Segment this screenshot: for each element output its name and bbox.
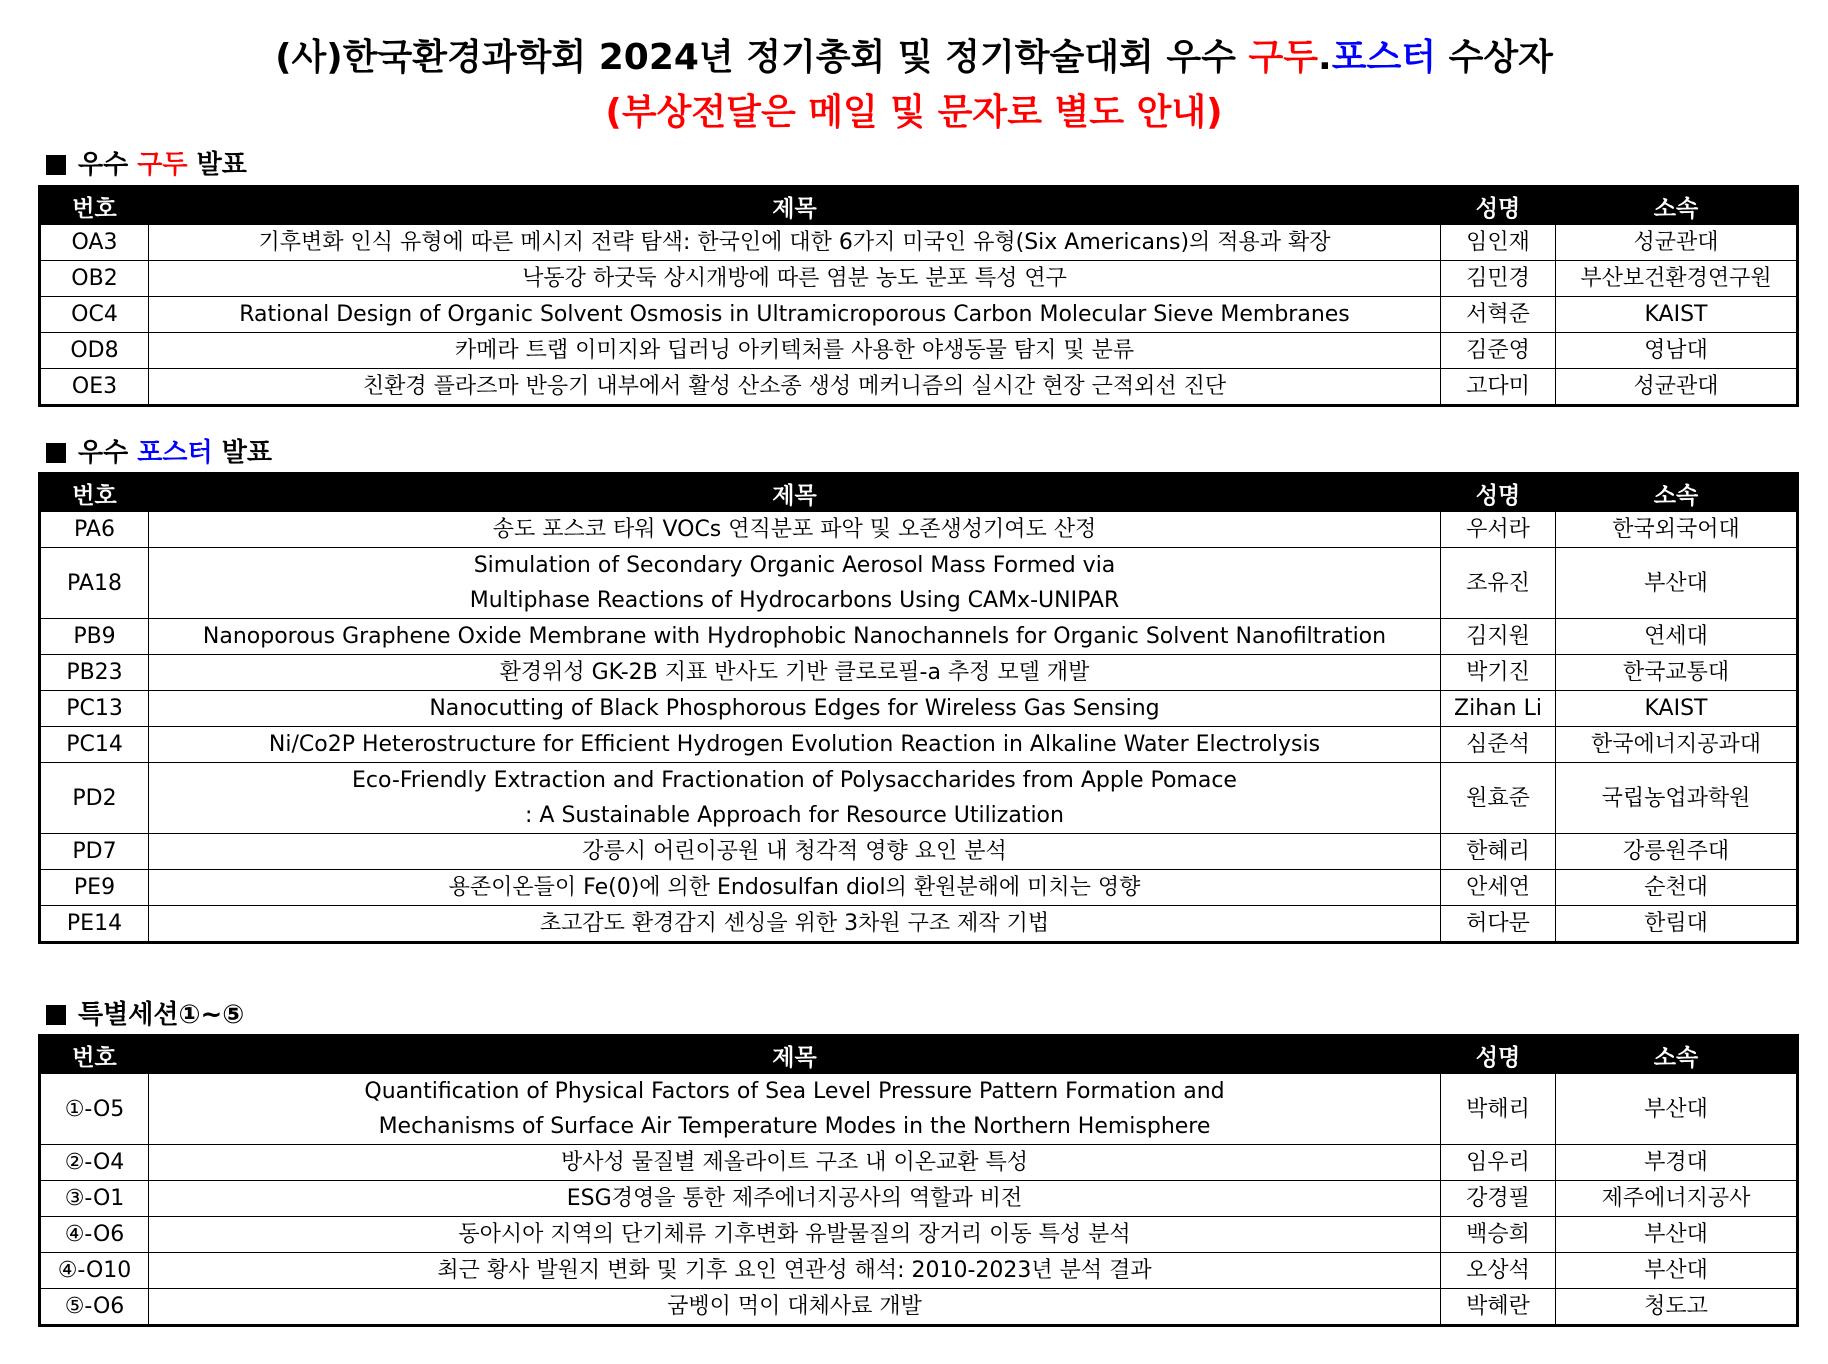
- cell-title: [149, 834, 1441, 870]
- cell-affiliation: 한국교통대: [1556, 655, 1798, 691]
- cell-number: PD2: [40, 763, 149, 834]
- cell-title: [149, 333, 1441, 369]
- table-header-row: [40, 474, 1798, 512]
- page-title-prefix: (사)한국환경과학회 2024년 정기총회 및 정기학술대회 우수: [275, 37, 1249, 78]
- cell-title-line: Simulation of Secondary Organic Aerosol Mass Formed via: [473, 553, 1116, 578]
- cell-number: OE3: [40, 369, 149, 406]
- cell-title-line: 초고감도 환경감지 센싱을 위한 3차원 구조 제작 기법: [539, 911, 1050, 936]
- table-row: [40, 333, 1798, 369]
- cell-title-line: Mechanisms of Surface Air Temperature Modes in the Northern Hemisphere: [378, 1114, 1211, 1139]
- cell-title: [149, 225, 1441, 261]
- cell-name: 안세연: [1441, 870, 1556, 906]
- cell-name: 원효준: [1441, 763, 1556, 834]
- square-bullet-icon: [46, 155, 66, 175]
- table-row: [40, 548, 1798, 619]
- header-name: 성명: [1441, 1036, 1556, 1074]
- header-title: 제목: [149, 1036, 1441, 1074]
- square-bullet-icon: [46, 1005, 66, 1025]
- oral-awards-table: [38, 185, 1799, 407]
- cell-number: PD7: [40, 834, 149, 870]
- header-title: 제목: [149, 187, 1441, 225]
- table-row: [40, 834, 1798, 870]
- cell-number: OC4: [40, 297, 149, 333]
- cell-title: [149, 1217, 1441, 1253]
- cell-title-line: 친환경 플라즈마 반응기 내부에서 활성 산소종 생성 메커니즘의 실시간 현장 근적외선 진단: [362, 374, 1227, 399]
- cell-name: 서혁준: [1441, 297, 1556, 333]
- cell-number: PB9: [40, 619, 149, 655]
- cell-title-line: Multiphase Reactions of Hydrocarbons Using CAMx-UNIPAR: [469, 588, 1120, 613]
- cell-affiliation: 부산대: [1556, 1253, 1798, 1289]
- cell-number: ①-O5: [40, 1074, 149, 1145]
- cell-title-line: 최근 황사 발원지 변화 및 기후 요인 연관성 해석: 2010-2023년 분석 결과: [437, 1258, 1152, 1283]
- page-title-suffix: 수상자: [1436, 37, 1553, 78]
- cell-title: [149, 369, 1441, 406]
- cell-number: OD8: [40, 333, 149, 369]
- header-title: 제목: [149, 474, 1441, 512]
- cell-title-line: 방사성 물질별 제올라이트 구조 내 이온교환 특성: [560, 1150, 1028, 1175]
- cell-name: 고다미: [1441, 369, 1556, 406]
- cell-title-line: Rational Design of Organic Solvent Osmosis in Ultramicroporous Carbon Molecular Sieve Membranes: [239, 302, 1350, 327]
- table-row: [40, 512, 1798, 548]
- cell-number: PB23: [40, 655, 149, 691]
- cell-number: ③-O1: [40, 1181, 149, 1217]
- cell-name: 한혜리: [1441, 834, 1556, 870]
- cell-number: PE9: [40, 870, 149, 906]
- page-title-dot: .: [1318, 37, 1332, 78]
- cell-affiliation: 부산대: [1556, 548, 1798, 619]
- square-bullet-icon: [46, 443, 66, 463]
- cell-affiliation: 한국에너지공과대: [1556, 727, 1798, 763]
- table-row: [40, 870, 1798, 906]
- page-title-poster: 포스터: [1331, 37, 1437, 78]
- section-heading-suffix: 발표: [212, 438, 272, 468]
- cell-title-line: : A Sustainable Approach for Resource Utilization: [525, 803, 1064, 828]
- cell-name: 허다문: [1441, 906, 1556, 943]
- cell-number: ⑤-O6: [40, 1289, 149, 1326]
- special-session-table: [38, 1034, 1799, 1327]
- section-heading-prefix: 우수: [78, 438, 138, 468]
- section-heading-prefix: 특별세션①~⑤: [78, 1000, 245, 1030]
- table-row: [40, 906, 1798, 943]
- cell-affiliation: 제주에너지공사: [1556, 1181, 1798, 1217]
- table-row: [40, 261, 1798, 297]
- header-number: 번호: [40, 474, 149, 512]
- cell-affiliation: 강릉원주대: [1556, 834, 1798, 870]
- cell-title-line: 강릉시 어린이공원 내 청각적 영향 요인 분석: [582, 839, 1007, 864]
- table-row: [40, 1074, 1798, 1145]
- header-affiliation: 소속: [1556, 187, 1798, 225]
- header-number: 번호: [40, 187, 149, 225]
- table-row: [40, 1289, 1798, 1326]
- cell-affiliation: 영남대: [1556, 333, 1798, 369]
- cell-number: OA3: [40, 225, 149, 261]
- cell-title: [149, 1181, 1441, 1217]
- cell-affiliation: 한국외국어대: [1556, 512, 1798, 548]
- cell-title-line: Nanoporous Graphene Oxide Membrane with Hydrophobic Nanochannels for Organic Solvent Nanofiltration: [202, 624, 1387, 649]
- cell-affiliation: 부산보건환경연구원: [1556, 261, 1798, 297]
- cell-affiliation: 청도고: [1556, 1289, 1798, 1326]
- table-row: [40, 727, 1798, 763]
- cell-number: PC13: [40, 691, 149, 727]
- cell-affiliation: 국립농업과학원: [1556, 763, 1798, 834]
- poster-awards-table: [38, 472, 1799, 944]
- cell-name: 김지원: [1441, 619, 1556, 655]
- header-name: 성명: [1441, 187, 1556, 225]
- section-heading-accent: 구두: [137, 150, 188, 180]
- table-header-row: [40, 187, 1798, 225]
- cell-name: Zihan Li: [1441, 691, 1556, 727]
- section-heading-suffix: 발표: [187, 150, 247, 180]
- cell-title: [149, 763, 1441, 834]
- table-header-row: [40, 1036, 1798, 1074]
- cell-name: 백승희: [1441, 1217, 1556, 1253]
- section-heading-special: [46, 998, 244, 1032]
- cell-affiliation: 부산대: [1556, 1217, 1798, 1253]
- cell-title-line: 동아시아 지역의 단기체류 기후변화 유발물질의 장거리 이동 특성 분석: [458, 1222, 1131, 1247]
- cell-title-line: 환경위성 GK-2B 지표 반사도 기반 클로로필-a 추정 모델 개발: [499, 660, 1090, 685]
- cell-affiliation: 부경대: [1556, 1145, 1798, 1181]
- cell-number: PA6: [40, 512, 149, 548]
- section-heading-accent: 포스터: [137, 438, 213, 468]
- page-title-oral: 구두: [1248, 37, 1319, 78]
- header-affiliation: 소속: [1556, 474, 1798, 512]
- cell-number: PE14: [40, 906, 149, 943]
- cell-name: 김준영: [1441, 333, 1556, 369]
- section-heading-poster: [46, 436, 272, 470]
- cell-title-line: Eco-Friendly Extraction and Fractionation of Polysaccharides from Apple Pomace: [352, 768, 1237, 793]
- header-name: 성명: [1441, 474, 1556, 512]
- cell-title-line: Quantification of Physical Factors of Sea Level Pressure Pattern Formation and: [364, 1079, 1225, 1104]
- table-row: [40, 225, 1798, 261]
- header-number: 번호: [40, 1036, 149, 1074]
- table-row: [40, 655, 1798, 691]
- cell-affiliation: KAIST: [1556, 691, 1798, 727]
- cell-title: [149, 261, 1441, 297]
- cell-title: [149, 1074, 1441, 1145]
- page-subtitle: (부상전달은 메일 및 문자로 별도 안내): [605, 92, 1223, 133]
- cell-title-line: ESG경영을 통한 제주에너지공사의 역할과 비전: [566, 1186, 1023, 1211]
- cell-affiliation: 연세대: [1556, 619, 1798, 655]
- page-title: [0, 36, 1828, 80]
- cell-number: PA18: [40, 548, 149, 619]
- table-row: [40, 619, 1798, 655]
- cell-name: 강경필: [1441, 1181, 1556, 1217]
- cell-affiliation: 한림대: [1556, 906, 1798, 943]
- cell-affiliation: 부산대: [1556, 1074, 1798, 1145]
- cell-title: [149, 1289, 1441, 1326]
- cell-name: 임우리: [1441, 1145, 1556, 1181]
- cell-name: 김민경: [1441, 261, 1556, 297]
- table-row: [40, 691, 1798, 727]
- cell-affiliation: 순천대: [1556, 870, 1798, 906]
- cell-title: [149, 870, 1441, 906]
- cell-name: 조유진: [1441, 548, 1556, 619]
- cell-title: [149, 512, 1441, 548]
- cell-title: [149, 1145, 1441, 1181]
- cell-title-line: 카메라 트랩 이미지와 딥러닝 아키텍처를 사용한 야생동물 탐지 및 분류: [454, 338, 1135, 363]
- cell-number: OB2: [40, 261, 149, 297]
- cell-title-line: 낙동강 하굿둑 상시개방에 따른 염분 농도 분포 특성 연구: [522, 266, 1067, 291]
- cell-name: 박해리: [1441, 1074, 1556, 1145]
- cell-number: ④-O6: [40, 1217, 149, 1253]
- cell-title: [149, 727, 1441, 763]
- cell-title: [149, 691, 1441, 727]
- cell-title-line: 굼벵이 먹이 대체사료 개발: [667, 1294, 922, 1319]
- cell-name: 심준석: [1441, 727, 1556, 763]
- table-row: [40, 1217, 1798, 1253]
- section-heading-prefix: 우수: [78, 150, 138, 180]
- cell-title: [149, 297, 1441, 333]
- table-row: [40, 1253, 1798, 1289]
- cell-number: ②-O4: [40, 1145, 149, 1181]
- cell-affiliation: 성균관대: [1556, 369, 1798, 406]
- cell-affiliation: KAIST: [1556, 297, 1798, 333]
- table-row: [40, 297, 1798, 333]
- cell-number: ④-O10: [40, 1253, 149, 1289]
- section-heading-oral: [46, 148, 247, 182]
- cell-title-line: 송도 포스코 타워 VOCs 연직분포 파악 및 오존생성기여도 산정: [492, 517, 1097, 542]
- table-row: [40, 1181, 1798, 1217]
- cell-name: 임인재: [1441, 225, 1556, 261]
- cell-title: [149, 1253, 1441, 1289]
- cell-title: [149, 548, 1441, 619]
- table-row: [40, 369, 1798, 406]
- cell-affiliation: 성균관대: [1556, 225, 1798, 261]
- cell-name: 박혜란: [1441, 1289, 1556, 1326]
- cell-name: 우서라: [1441, 512, 1556, 548]
- cell-title: [149, 619, 1441, 655]
- cell-title-line: Ni/Co2P Heterostructure for Efficient Hydrogen Evolution Reaction in Alkaline Water Electrolysis: [268, 732, 1321, 757]
- table-row: [40, 1145, 1798, 1181]
- cell-title: [149, 655, 1441, 691]
- cell-name: 박기진: [1441, 655, 1556, 691]
- cell-number: PC14: [40, 727, 149, 763]
- cell-title-line: 기후변화 인식 유형에 따른 메시지 전략 탐색: 한국인에 대한 6가지 미국인 유형(Six Americans)의 적용과 확장: [258, 230, 1331, 255]
- cell-title-line: Nanocutting of Black Phosphorous Edges for Wireless Gas Sensing: [429, 696, 1160, 721]
- cell-title-line: 용존이온들이 Fe(0)에 의한 Endosulfan diol의 환원분해에 미치는 영향: [448, 875, 1141, 900]
- header-affiliation: 소속: [1556, 1036, 1798, 1074]
- table-row: [40, 763, 1798, 834]
- cell-name: 오상석: [1441, 1253, 1556, 1289]
- cell-title: [149, 906, 1441, 943]
